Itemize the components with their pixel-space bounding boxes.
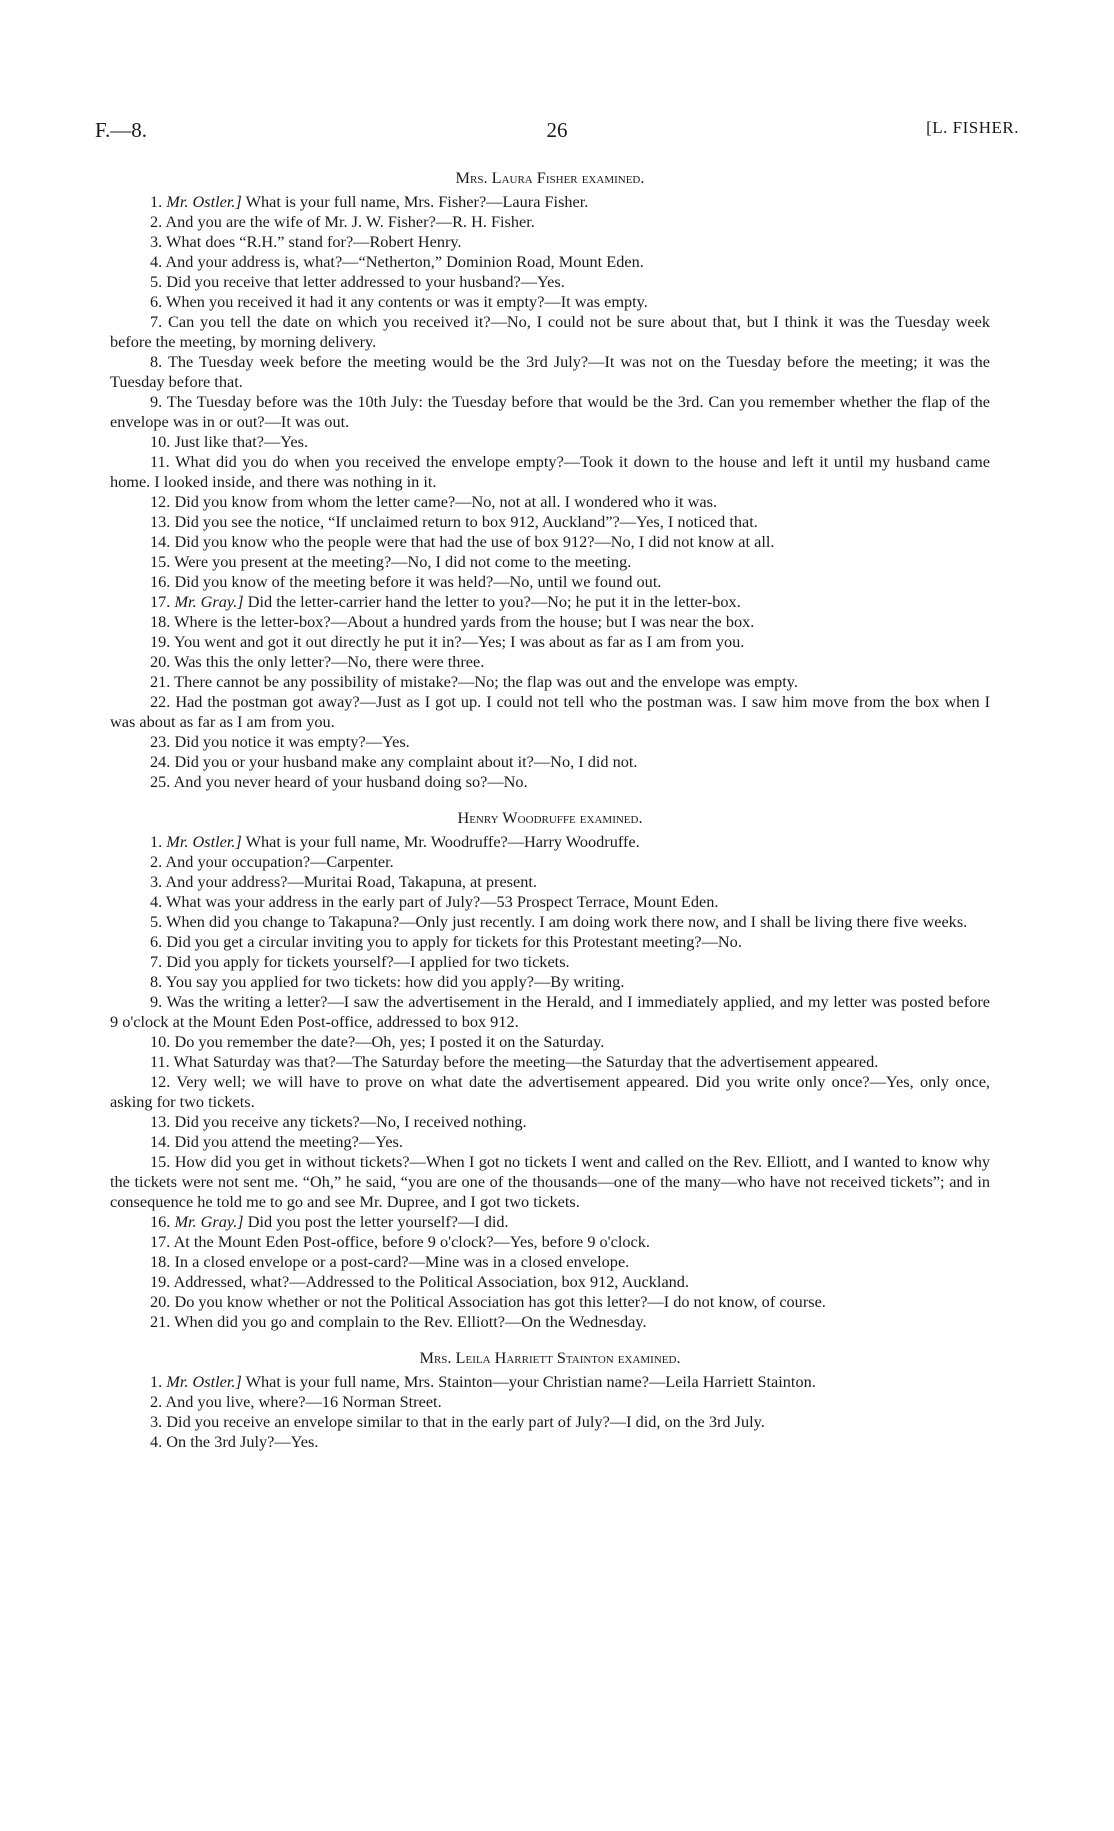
item-text: Very well; we will have to prove on what date the advertisement appeared. Did you write only once?—Yes, only once, asking for two tickets. [110,1072,990,1111]
item-text: Did you apply for tickets yourself?—I applied for two tickets. [166,952,570,971]
item-number: 7. [150,952,163,971]
item-text: What did you do when you received the envelope empty?—Took it down to the house and left it until my husband came home. I looked inside, and there was nothing in it. [110,452,990,491]
question-answer-item [110,352,990,392]
item-number: 22. [150,692,171,711]
item-number: 3. [150,232,163,251]
question-answer-item [110,392,990,432]
question-answer-item [110,532,990,552]
speaker-label: Mr. Gray.] [174,1212,244,1231]
item-number: 4. [150,892,163,911]
item-text: Was the writing a letter?—I saw the advertisement in the Herald, and I immediately applied, and my letter was posted before 9 o'clock at the Mount Eden Post-office, addressed to box 912. [110,992,990,1031]
item-number: 17. [150,1232,171,1251]
question-answer-item [110,432,990,452]
question-answer-item [110,1412,990,1432]
speaker-label: Mr. Gray.] [174,592,244,611]
question-answer-item [110,672,990,692]
question-answer-item [110,632,990,652]
item-number: 1. [150,192,163,211]
item-text: Did you receive that letter addressed to your husband?—Yes. [166,272,565,291]
question-answer-item [110,1212,990,1232]
item-number: 19. [150,1272,171,1291]
item-text: Did you attend the meeting?—Yes. [174,1132,403,1151]
item-text: And you never heard of your husband doing so?—No. [173,772,528,791]
item-text: Did you post the letter yourself?—I did. [247,1212,509,1231]
item-number: 13. [150,1112,171,1131]
header-reference: F.—8. [95,118,147,142]
item-text: Just like that?—Yes. [174,432,309,451]
question-answer-item [110,1292,990,1312]
item-number: 5. [150,912,163,931]
item-text: Had the postman got away?—Just as I got up. I could not tell who the postman was. I saw him move from the box when I was about as far as I am from you. [110,692,990,731]
item-number: 11. [150,1052,170,1071]
question-answer-item [110,872,990,892]
item-text: Do you remember the date?—Oh, yes; I posted it on the Saturday. [174,1032,605,1051]
item-number: 1. [150,1372,163,1391]
item-text: What is your full name, Mr. Woodruffe?—Harry Woodruffe. [245,832,640,851]
question-answer-item [110,992,990,1032]
item-text: Did you know from whom the letter came?—No, not at all. I wondered who it was. [174,492,718,511]
question-answer-item [110,612,990,632]
item-number: 5. [150,272,163,291]
item-number: 13. [150,512,171,531]
question-answer-item [110,1252,990,1272]
item-text: Was this the only letter?—No, there were three. [174,652,485,671]
question-answer-item [110,212,990,232]
item-text: When did you change to Takapuna?—Only just recently. I am doing work there now, and I shall be living there five weeks. [166,912,968,931]
item-number: 20. [150,1292,171,1311]
item-text: What was your address in the early part of July?—53 Prospect Terrace, Mount Eden. [166,892,719,911]
item-number: 16. [150,1212,171,1231]
item-number: 17. [150,592,171,611]
item-text: Do you know whether or not the Political Association has got this letter?—I do not know, of course. [174,1292,826,1311]
speaker-label: Mr. Ostler.] [166,192,242,211]
question-answer-item [110,192,990,212]
question-answer-item [110,912,990,932]
item-text: What does “R.H.” stand for?—Robert Henry. [166,232,462,251]
item-number: 21. [150,672,171,691]
item-text: Can you tell the date on which you received it?—No, I could not be sure about that, but I think it was the Tuesday week before the meeting, by morning delivery. [110,312,990,351]
section-title: Mrs. Laura Fisher examined. [455,168,645,187]
question-answer-item [110,1152,990,1212]
item-text: Did you or your husband make any complaint about it?—No, I did not. [174,752,638,771]
question-answer-item [110,252,990,272]
question-answer-item [110,932,990,952]
item-text: On the 3rd July?—Yes. [166,1432,319,1451]
item-text: And your address is, what?—“Netherton,” Dominion Road, Mount Eden. [165,252,644,271]
question-answer-item [110,292,990,312]
item-number: 14. [150,532,171,551]
item-number: 10. [150,1032,171,1051]
question-answer-item [110,732,990,752]
question-answer-item [110,1072,990,1112]
item-text: And your address?—Muritai Road, Takapuna, at present. [165,872,537,891]
item-number: 6. [150,292,163,311]
question-answer-item [110,592,990,612]
item-text: Did you see the notice, “If unclaimed return to box 912, Auckland”?—Yes, I noticed that. [174,512,758,531]
item-text: The Tuesday week before the meeting would be the 3rd July?—It was not on the Tuesday before the meeting; it was the Tuesday before that. [110,352,990,391]
question-answer-item [110,1432,990,1452]
item-text: Did you receive any tickets?—No, I received nothing. [174,1112,527,1131]
question-answer-item [110,1372,990,1392]
question-answer-item [110,492,990,512]
item-number: 8. [150,972,163,991]
item-number: 11. [150,452,170,471]
item-number: 25. [150,772,171,791]
item-text: You say you applied for two tickets: how did you apply?—By writing. [165,972,625,991]
section-title: Mrs. Leila Harriett Stainton examined. [419,1348,681,1367]
question-answer-item [110,232,990,252]
speaker-label: Mr. Ostler.] [166,1372,242,1391]
item-number: 18. [150,1252,171,1271]
item-number: 4. [150,252,163,271]
item-number: 14. [150,1132,171,1151]
item-text: And your occupation?—Carpenter. [165,852,394,871]
item-text: Did you get a circular inviting you to apply for tickets for this Protestant meeting?—No. [166,932,742,951]
item-number: 19. [150,632,171,651]
question-answer-item [110,1312,990,1332]
question-answer-item [110,1272,990,1292]
item-number: 10. [150,432,171,451]
item-number: 16. [150,572,171,591]
question-answer-item [110,832,990,852]
document-body [110,166,990,1452]
question-answer-item [110,1032,990,1052]
item-number: 21. [150,1312,171,1331]
item-text: And you live, where?—16 Norman Street. [165,1392,442,1411]
item-number: 12. [150,492,171,511]
item-number: 3. [150,872,163,891]
item-text: What Saturday was that?—The Saturday before the meeting—the Saturday that the advertisement appeared. [173,1052,879,1071]
item-text: Addressed, what?—Addressed to the Political Association, box 912, Auckland. [173,1272,690,1291]
item-text: What is your full name, Mrs. Fisher?—Laura Fisher. [245,192,589,211]
question-answer-item [110,452,990,492]
question-answer-item [110,1052,990,1072]
item-number: 12. [150,1072,171,1091]
item-number: 2. [150,1392,163,1411]
item-text: In a closed envelope or a post-card?—Mine was in a closed envelope. [174,1252,630,1271]
question-answer-item [110,1132,990,1152]
item-number: 4. [150,1432,163,1451]
item-number: 8. [150,352,163,371]
item-number: 24. [150,752,171,771]
question-answer-item [110,572,990,592]
question-answer-item [110,692,990,732]
item-number: 2. [150,212,163,231]
question-answer-item [110,652,990,672]
item-text: There cannot be any possibility of mistake?—No; the flap was out and the envelope was empty. [174,672,798,691]
item-number: 15. [150,1152,171,1171]
item-text: Where is the letter-box?—About a hundred yards from the house; but I was near the box. [174,612,755,631]
question-answer-item [110,512,990,532]
item-text: Did you know who the people were that had the use of box 912?—No, I did not know at all. [174,532,775,551]
item-text: Did the letter-carrier hand the letter to you?—No; he put it in the letter-box. [247,592,741,611]
speaker-label: Mr. Ostler.] [166,832,242,851]
question-answer-item [110,852,990,872]
question-answer-item [110,1232,990,1252]
section-title: Henry Woodruffe examined. [457,808,643,827]
question-answer-item [110,1392,990,1412]
item-text: How did you get in without tickets?—When I got no tickets I went and called on the Rev. Elliott, and I wanted to know why the tickets were not sent me. “Oh,” he said, “you are one of the thousands—one of the many—who have not received tickets”; and in consequence he told me to go and see Mr. Dupree, and I got two tickets. [110,1152,990,1211]
item-number: 9. [150,992,163,1011]
question-answer-item [110,1112,990,1132]
item-text: Were you present at the meeting?—No, I did not come to the meeting. [174,552,632,571]
item-number: 15. [150,552,171,571]
item-text: What is your full name, Mrs. Stainton—your Christian name?—Leila Harriett Stainton. [245,1372,816,1391]
question-answer-item [110,892,990,912]
page-number: 26 [546,118,568,142]
item-number: 1. [150,832,163,851]
item-text: At the Mount Eden Post-office, before 9 o'clock?—Yes, before 9 o'clock. [173,1232,650,1251]
item-text: When you received it had it any contents or was it empty?—It was empty. [166,292,648,311]
question-answer-item [110,272,990,292]
question-answer-item [110,772,990,792]
item-number: 9. [150,392,163,411]
question-answer-item [110,752,990,772]
item-number: 18. [150,612,171,631]
item-text: And you are the wife of Mr. J. W. Fisher?—R. H. Fisher. [165,212,535,231]
item-text: Did you know of the meeting before it was held?—No, until we found out. [174,572,662,591]
page-header [95,118,1019,148]
item-text: When did you go and complain to the Rev. Elliott?—On the Wednesday. [174,1312,647,1331]
question-answer-item [110,952,990,972]
item-text: The Tuesday before was the 10th July: the Tuesday before that would be the 3rd. Can you remember whether the flap of the envelope was in or out?—It was out. [110,392,991,431]
item-number: 2. [150,852,163,871]
item-text: Did you receive an envelope similar to that in the early part of July?—I did, on the 3rd July. [166,1412,765,1431]
header-witness-name: [L. FISHER. [926,118,1019,137]
question-answer-item [110,552,990,572]
item-number: 3. [150,1412,163,1431]
question-answer-item [110,312,990,352]
item-text: Did you notice it was empty?—Yes. [174,732,410,751]
item-number: 20. [150,652,171,671]
item-number: 7. [150,312,163,331]
item-text: You went and got it out directly he put it in?—Yes; I was about as far as I am from you. [173,632,745,651]
item-number: 6. [150,932,163,951]
item-number: 23. [150,732,171,751]
question-answer-item [110,972,990,992]
